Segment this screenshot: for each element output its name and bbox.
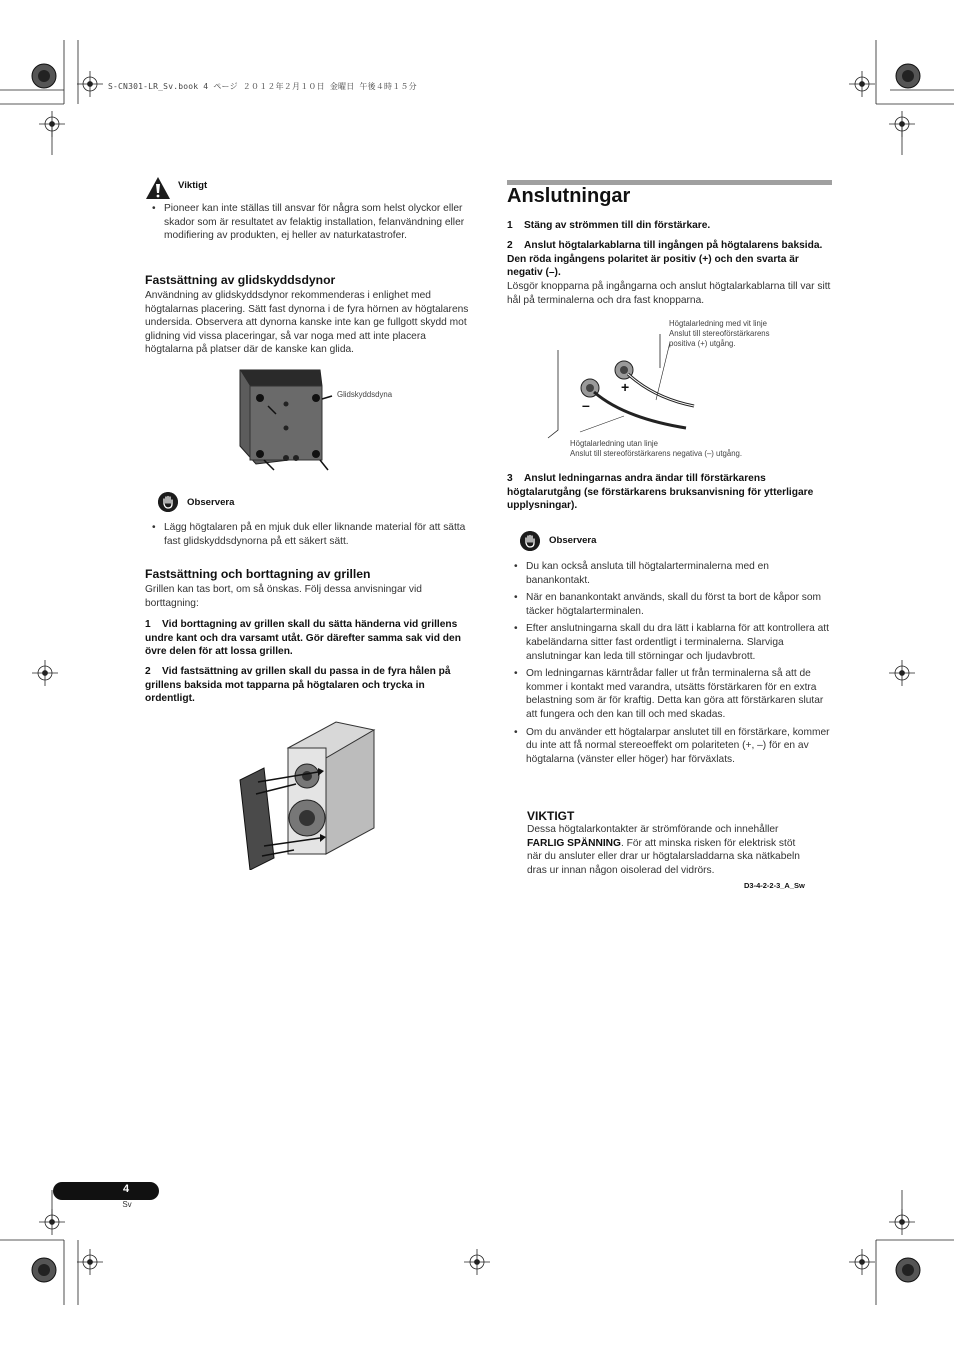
figure-bottom-labels <box>570 439 742 459</box>
pads-title: Fastsättning av glidskyddsdynor <box>145 273 336 287</box>
note1-heading: Observera <box>187 497 235 508</box>
plus-symbol: + <box>621 379 630 395</box>
note1-list <box>145 521 469 552</box>
hand-note-icon <box>158 492 178 512</box>
conn-step-1-number: 1 <box>507 220 513 231</box>
note2-item: • Efter anslutningarna skall du dra lätt i kablarna för att kontrollera att kabeländarna sitter fast ordentligt i terminalerna. Slarviga anslutningar kan leda till störningar och ljudavbrott. <box>507 622 833 663</box>
connections-title: Anslutningar <box>507 185 631 207</box>
figure-label-top-2: Anslut till stereoförstärkarens <box>669 329 770 338</box>
note2-item: • När en banankontakt används, skall du först ta bort de kåpor som täcker högtalarterminalen. <box>507 591 833 618</box>
figure-label-top-1: Högtalarledning med vit linje <box>669 319 767 328</box>
note1-item: • Lägg högtalaren på en mjuk duk eller liknande material för att sätta fast glidskyddsdynorna på ett säkert sätt. <box>145 521 469 548</box>
conn-step-3-text: Anslut ledningarnas andra ändar till förstärkarens högtalarutgång (se förstärkarens bruksanvisning för ytterligare upplysningar). <box>507 473 814 512</box>
conn-step-2-detail: Lösgör knopparna på ingångarna och anslut högtalarkablarna till var sitt hål på terminalerna och dra fast knopparna. <box>507 281 831 306</box>
grille-step-1 <box>145 618 469 659</box>
figure-top-labels <box>669 319 770 349</box>
pads-figure-label: Glidskyddsdyna <box>337 390 393 399</box>
warning-triangle-icon <box>145 176 171 200</box>
warning-text-before: Dessa högtalarkontakter är strömförande och innehåller <box>527 824 779 835</box>
hand-note-icon <box>520 531 540 551</box>
speaker-bottom-illustration <box>236 366 336 474</box>
document-code: D3-4-2-2-3_A_Sw <box>744 881 805 890</box>
note2-item: • Om du använder ett högtalarpar anslutet till en förstärkare, kommer du inte att få normal stereoeffekt om polariteten (+, –) för en av högtalarna (vänster eller höger) har förväxlats. <box>507 726 833 767</box>
page-number-tab <box>53 1182 159 1200</box>
figure-label-top-3: positiva (+) utgång. <box>669 339 736 348</box>
grille-removal-illustration <box>236 718 378 870</box>
grille-step-1-number: 1 <box>145 619 151 630</box>
figure-label-bottom-1: Högtalarledning utan linje <box>570 439 658 448</box>
grille-text: Grillen kan tas bort, om så önskas. Följ dessa anvisningar vid borttagning: <box>145 584 422 609</box>
grille-step-2 <box>145 665 469 706</box>
grille-title: Fastsättning och borttagning av grillen <box>145 567 371 581</box>
note2-heading: Observera <box>549 535 597 546</box>
page-number: 4 <box>122 1183 130 1195</box>
important-heading: Viktigt <box>178 180 208 191</box>
file-header-line: S-CN301-LR_Sv.book 4 ページ ２０１２年２月１０日 金曜日 午後４時１５分 <box>108 82 417 91</box>
important-item: • Pioneer kan inte ställas till ansvar för några som helst olyckor eller skador som är resultatet av felaktig installation, felanvändning eller modifiering av produkten, ej heller av naturkatastrofer. <box>145 202 469 243</box>
figure-label-bottom-2: Anslut till stereoförstärkarens negativa (–) utgång. <box>570 449 743 458</box>
conn-step-3-number: 3 <box>507 473 513 484</box>
conn-step-2-number: 2 <box>507 240 513 251</box>
important-list <box>145 202 469 247</box>
note2-list <box>507 560 833 770</box>
note2-item: • Du kan också ansluta till högtalarterminalerna med en banankontakt. <box>507 560 833 587</box>
warning-text-bold: FARLIG SPÄNNING <box>527 837 621 849</box>
warning-heading: VIKTIGT <box>527 809 575 823</box>
grille-step-1-text: Vid borttagning av grillen skall du sätta händerna vid grillens undre kant och dra varsamt utåt. Gör därefter samma sak vid den övre delen för att lossa grillen. <box>145 619 461 658</box>
conn-step-1-text: Stäng av strömmen till din förstärkare. <box>524 220 711 231</box>
conn-step-2 <box>507 239 832 280</box>
warning-text-after: . För att minska risken för elektrisk stöt när du ansluter eller drar ur högtalarsladdarna ska nätkabeln dras ur innan någon oisolerad del vidrörs. <box>527 837 800 876</box>
conn-step-1 <box>507 219 832 233</box>
pads-text: Användning av glidskyddsdynor rekommenderas i enlighet med högtalarnas placering. Sätt fast dynorna i de fyra hörnen av högtalarens undersida. Observera att dynorna kanske inte kan ge fullgott skydd mot glidning vid vissa placeringar, så var noga med att inte placera högtalarna på platser där de kanske kan glida. <box>145 290 469 356</box>
conn-step-2-text: Anslut högtalarkablarna till ingången på högtalarens baksida. Den röda ingångens polaritet är positiv (+) och den svarta är negativ (–). <box>507 240 823 279</box>
page-language: Sv <box>122 1200 132 1209</box>
grille-step-2-text: Vid fastsättning av grillen skall du passa in de fyra hålen på grillens baksida mot tapparna på högtalaren och trycka in ordentligt. <box>145 666 451 705</box>
grille-step-2-number: 2 <box>145 666 151 677</box>
minus-symbol: – <box>582 397 590 413</box>
note2-item: • Om ledningarnas kärntrådar faller ut från terminalerna så att de kommer i kontakt med varandra, utsätts förstärkaren för en extra belastning som är för kraftig. Detta kan göra att förstärkaren slutar att fungera och den kan till och med skadas. <box>507 667 833 721</box>
conn-step-3 <box>507 472 832 513</box>
warning-text <box>527 823 807 877</box>
